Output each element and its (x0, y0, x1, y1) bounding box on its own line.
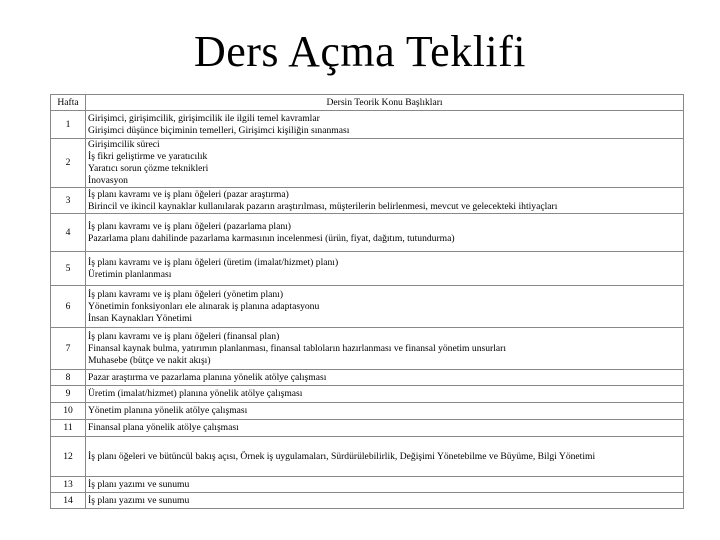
week-number: 9 (51, 386, 86, 403)
topic-line: Üretimin planlanması (88, 268, 172, 280)
week-number: 1 (51, 111, 86, 139)
week-number: 3 (51, 188, 86, 214)
topic-line: Girişimcilik süreci (88, 139, 160, 150)
week-number: 13 (51, 477, 86, 493)
topic-line: İş planı öğeleri ve bütüncül bakış açısı, Örnek iş uygulamaları, Sürdürülebilirlik, Değişimi Yönetebilme ve Büyüme, Bilgi Yönetimi (88, 450, 596, 462)
topic-line: Finansal kaynak bulma, yatırımın planlanması, finansal tabloların hazırlanması ve finansal yönetim unsurları (88, 342, 507, 354)
topic-line: Yönetimin fonksiyonları ele alınarak iş planına adaptasyonu (88, 300, 320, 312)
topic-line: İnovasyon (88, 175, 128, 186)
table-row (51, 328, 684, 370)
topic-cell (86, 214, 684, 252)
week-number: 2 (51, 139, 86, 188)
week-number: 12 (51, 437, 86, 477)
table-row (51, 477, 684, 493)
week-number: 5 (51, 252, 86, 286)
topic-line: İş planı kavramı ve iş planı öğeleri (üretim (imalat/hizmet) planı) (88, 256, 339, 268)
topic-cell (86, 328, 684, 370)
header-topic: Dersin Teorik Konu Başlıkları (86, 95, 684, 111)
topic-line: İş planı kavramı ve iş planı öğeleri (finansal plan) (88, 330, 280, 342)
topic-line: Pazarlama planı dahilinde pazarlama karmasının incelenmesi (ürün, fiyat, dağıtım, tutundurma) (88, 232, 455, 244)
table-row (51, 286, 684, 328)
topic-line: Yönetim planına yönelik atölye çalışması (88, 405, 248, 416)
table-row (51, 139, 684, 188)
syllabus-table (50, 94, 684, 509)
week-number: 8 (51, 370, 86, 386)
topic-line: İş planı kavramı ve iş planı öğeleri (pazarlama planı) (88, 220, 291, 232)
topic-line: Birincil ve ikincil kaynaklar kullanılarak pazarın araştırılması, müşterilerin belirlenmesi, mevcut ve gelecekteki ihtiyaçları (88, 200, 558, 212)
topic-line: Yaratıcı sorun çözme teknikleri (88, 163, 209, 174)
topic-cell (86, 437, 684, 477)
table-row (51, 420, 684, 437)
table-row (51, 437, 684, 477)
week-number: 10 (51, 403, 86, 420)
topic-line: İş planı kavramı ve iş planı öğeleri (pazar araştırma) (88, 188, 289, 200)
topic-line: Muhasebe (bütçe ve nakit akışı) (88, 354, 211, 366)
table-row (51, 214, 684, 252)
topic-cell (86, 286, 684, 328)
topic-cell (86, 252, 684, 286)
topic-line: Pazar araştırma ve pazarlama planına yönelik atölye çalışması (88, 371, 327, 383)
topic-line: İş fikri geliştirme ve yaratıcılık (88, 151, 208, 162)
topic-line: İş planı yazımı ve sunumu (88, 478, 190, 490)
week-number: 6 (51, 286, 86, 328)
topic-line: İş planı yazımı ve sunumu (88, 494, 190, 506)
table-row (51, 252, 684, 286)
topic-line: İş planı kavramı ve iş planı öğeleri (yönetim planı) (88, 288, 284, 300)
table-row (51, 188, 684, 214)
table-row (51, 403, 684, 420)
topic-cell (86, 386, 684, 403)
topic-line: Üretim (imalat/hizmet) planına yönelik atölye çalışması (88, 388, 303, 399)
week-number: 4 (51, 214, 86, 252)
week-number: 14 (51, 493, 86, 509)
topic-line: Girişimci, girişimcilik, girişimcilik ile ilgili temel kavramlar (88, 112, 320, 124)
slide-title: Ders Açma Teklifi (193, 27, 527, 76)
week-number: 7 (51, 328, 86, 370)
topic-cell (86, 111, 684, 139)
topic-line: Finansal plana yönelik atölye çalışması (88, 422, 239, 433)
table-row (51, 111, 684, 139)
table-header-row (51, 95, 684, 111)
table-row (51, 386, 684, 403)
topic-cell (86, 188, 684, 214)
topic-line: İnsan Kaynakları Yönetimi (88, 312, 193, 324)
topic-line: Girişimci düşünce biçiminin temelleri, Girişimci kişiliğin sınanması (88, 124, 350, 136)
topic-cell (86, 420, 684, 437)
topic-cell (86, 370, 684, 386)
topic-cell (86, 139, 684, 188)
week-number: 11 (51, 420, 86, 437)
topic-cell (86, 403, 684, 420)
table-row (51, 493, 684, 509)
topic-cell (86, 477, 684, 493)
table-row (51, 370, 684, 386)
topic-cell (86, 493, 684, 509)
header-week: Hafta (51, 95, 86, 111)
